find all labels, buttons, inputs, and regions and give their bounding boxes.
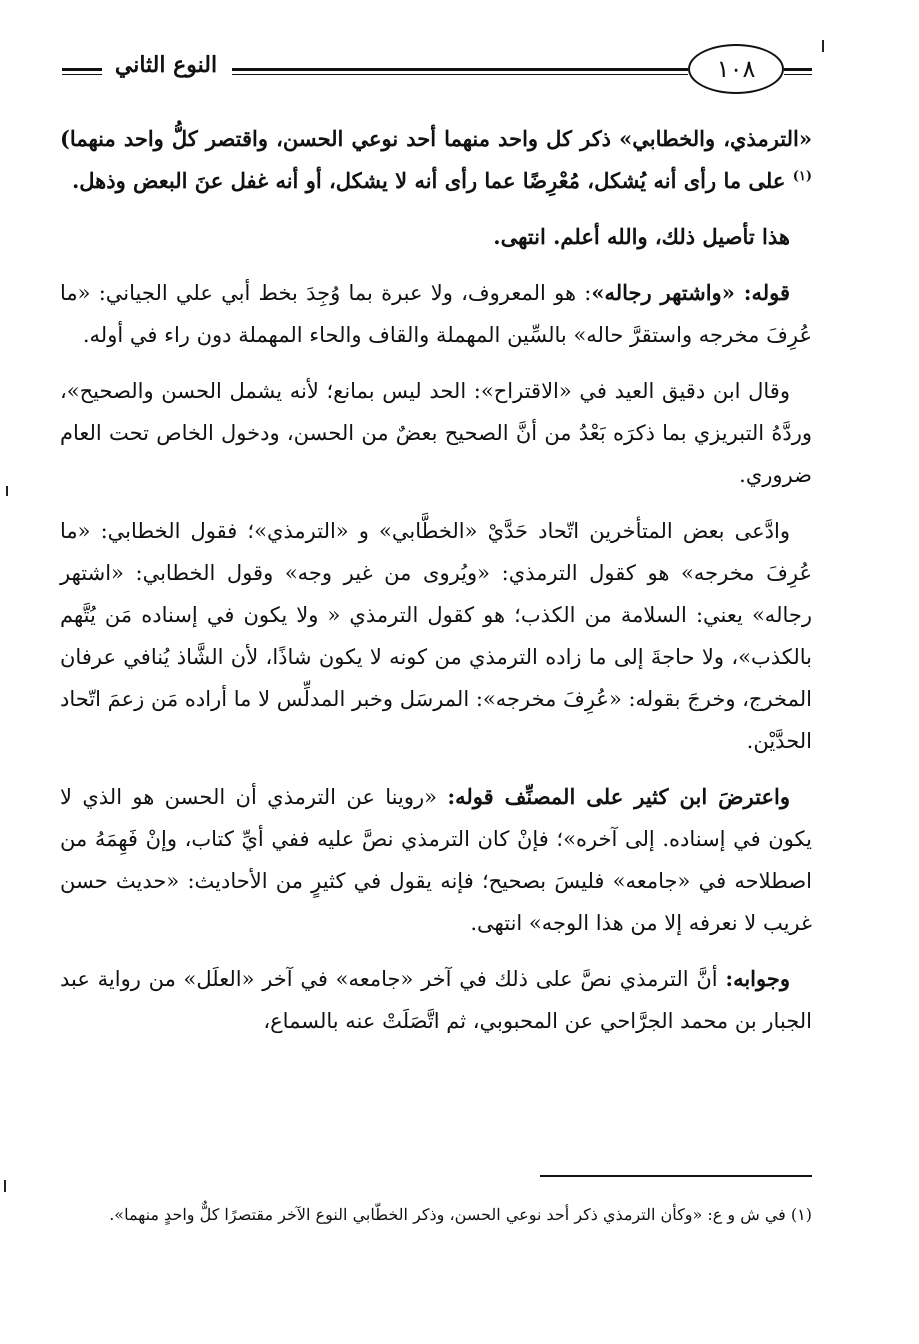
paragraph-6-lead: واعترضَ ابن كثير على المصنِّف قوله:	[447, 784, 790, 809]
header-rule-left	[62, 68, 102, 75]
paragraph-5	[60, 510, 812, 762]
paragraph-7-lead: وجوابه:	[725, 966, 790, 991]
footnote	[60, 1192, 812, 1238]
paragraph-6-text: «روينا عن الترمذي أن الحسن هو الذي لا يكون في إسناده. إلى آخره»؛ فإنْ كان الترمذي نصَّ عليه ففي أيِّ كتاب، وإنْ فَهِمَهُ من اصطلاحه في «جامعه» فليسَ بصحيح؛ فإنه يقول في كثيرٍ من الأحاديث: «حديث حسن غريب لا نعرفه إلا من هذا الوجه» انتهى.	[60, 785, 812, 935]
paragraph-3	[60, 272, 812, 356]
paragraph-5-text: وادَّعى بعض المتأخرين اتّحاد حَدَّيْ «الخطَّابي» و «الترمذي»؛ فقول الخطابي: «ما عُرِفَ مخرجه» هو كقول الترمذي: «ويُروى من غير وجه» وقول الخطابي: «اشتهر رجاله» يعني: السلامة من الكذب؛ هو كقول الترمذي « ولا يكون في إسناده مَن يُتَّهم بالكذب»، ولا حاجةَ إلى ما زاده الترمذي من كونه لا يكون شاذًا، لأن الشَّاذ يُنافي عرفان المخرج، وخرجَ بقوله: «عُرِفَ مخرجه»: المرسَل وخبر المدلِّس لا ما أراده مَن زعمَ اتّحاد الحدَّيْن.	[60, 519, 812, 753]
page-number-oval	[688, 44, 784, 94]
paragraph-3-text: : هو المعروف، ولا عبرة بما وُجِدَ بخط أبي علي الجياني: «ما عُرِفَ مخرجه واستقرَّ حاله» بالسِّين المهملة والقاف والحاء المهملة دون راء في أوله.	[60, 281, 812, 347]
header-rule-middle	[232, 68, 688, 75]
paragraph-4-text: وقال ابن دقيق العيد في «الاقتراح»: الحد ليس بمانع؛ لأنه يشمل الحسن والصحيح»، وردَّهُ التبريزي بما ذكرَه بَعْدُ من أنَّ الصحيح بعضٌ من الحسن، ودخول الخاص تحت العام ضروري.	[60, 379, 812, 487]
paragraph-7	[60, 958, 812, 1042]
paragraph-2-text: هذا تأصيل ذلك، والله أعلم. انتهى.	[493, 224, 790, 249]
paragraph-2	[60, 216, 812, 258]
running-title: النوع الثاني	[114, 52, 218, 78]
paragraph-3-lead: قوله: «واشتهر رجاله»	[591, 280, 790, 305]
margin-mark-left	[6, 486, 8, 496]
footnote-text: (١) في ش و ع: «وكأن الترمذي ذكر أحد نوعي الحسن، وذكر الخطّابي النوع الآخر مقتصرًا كلٌّ واحدٍ منهما».	[109, 1205, 812, 1224]
page-header	[62, 38, 812, 104]
margin-mark-top	[822, 40, 824, 52]
paragraph-4	[60, 370, 812, 496]
paragraph-1-text-continued: على ما رأى أنه يُشكل، مُعْرِضًا عما رأى أنه لا يشكل، أو أنه غفل عنَ البعض وذهل.	[71, 168, 793, 193]
main-text	[60, 118, 812, 1056]
paragraph-7-text: أنَّ الترمذي نصَّ على ذلك في آخر «جامعه» في آخر «العلَل» من رواية عبد الجبار بن محمد الجرَّاحي عن المحبوبي، ثم اتَّصَلَتْ عنه بالسماع،	[60, 967, 812, 1033]
footnote-ref-1[interactable]: (١)	[792, 169, 812, 184]
margin-mark-bottom	[4, 1180, 6, 1192]
paragraph-1-text: «الترمذي، والخطابي» ذكر كل واحد منهما أحد نوعي الحسن، واقتصر كلُّ واحد منهما)	[60, 126, 812, 151]
paragraph-6	[60, 776, 812, 944]
footnote-separator	[540, 1175, 812, 1177]
page-number: ١٠٨	[716, 55, 756, 83]
header-rule-right	[784, 68, 812, 75]
paragraph-1	[60, 118, 812, 202]
